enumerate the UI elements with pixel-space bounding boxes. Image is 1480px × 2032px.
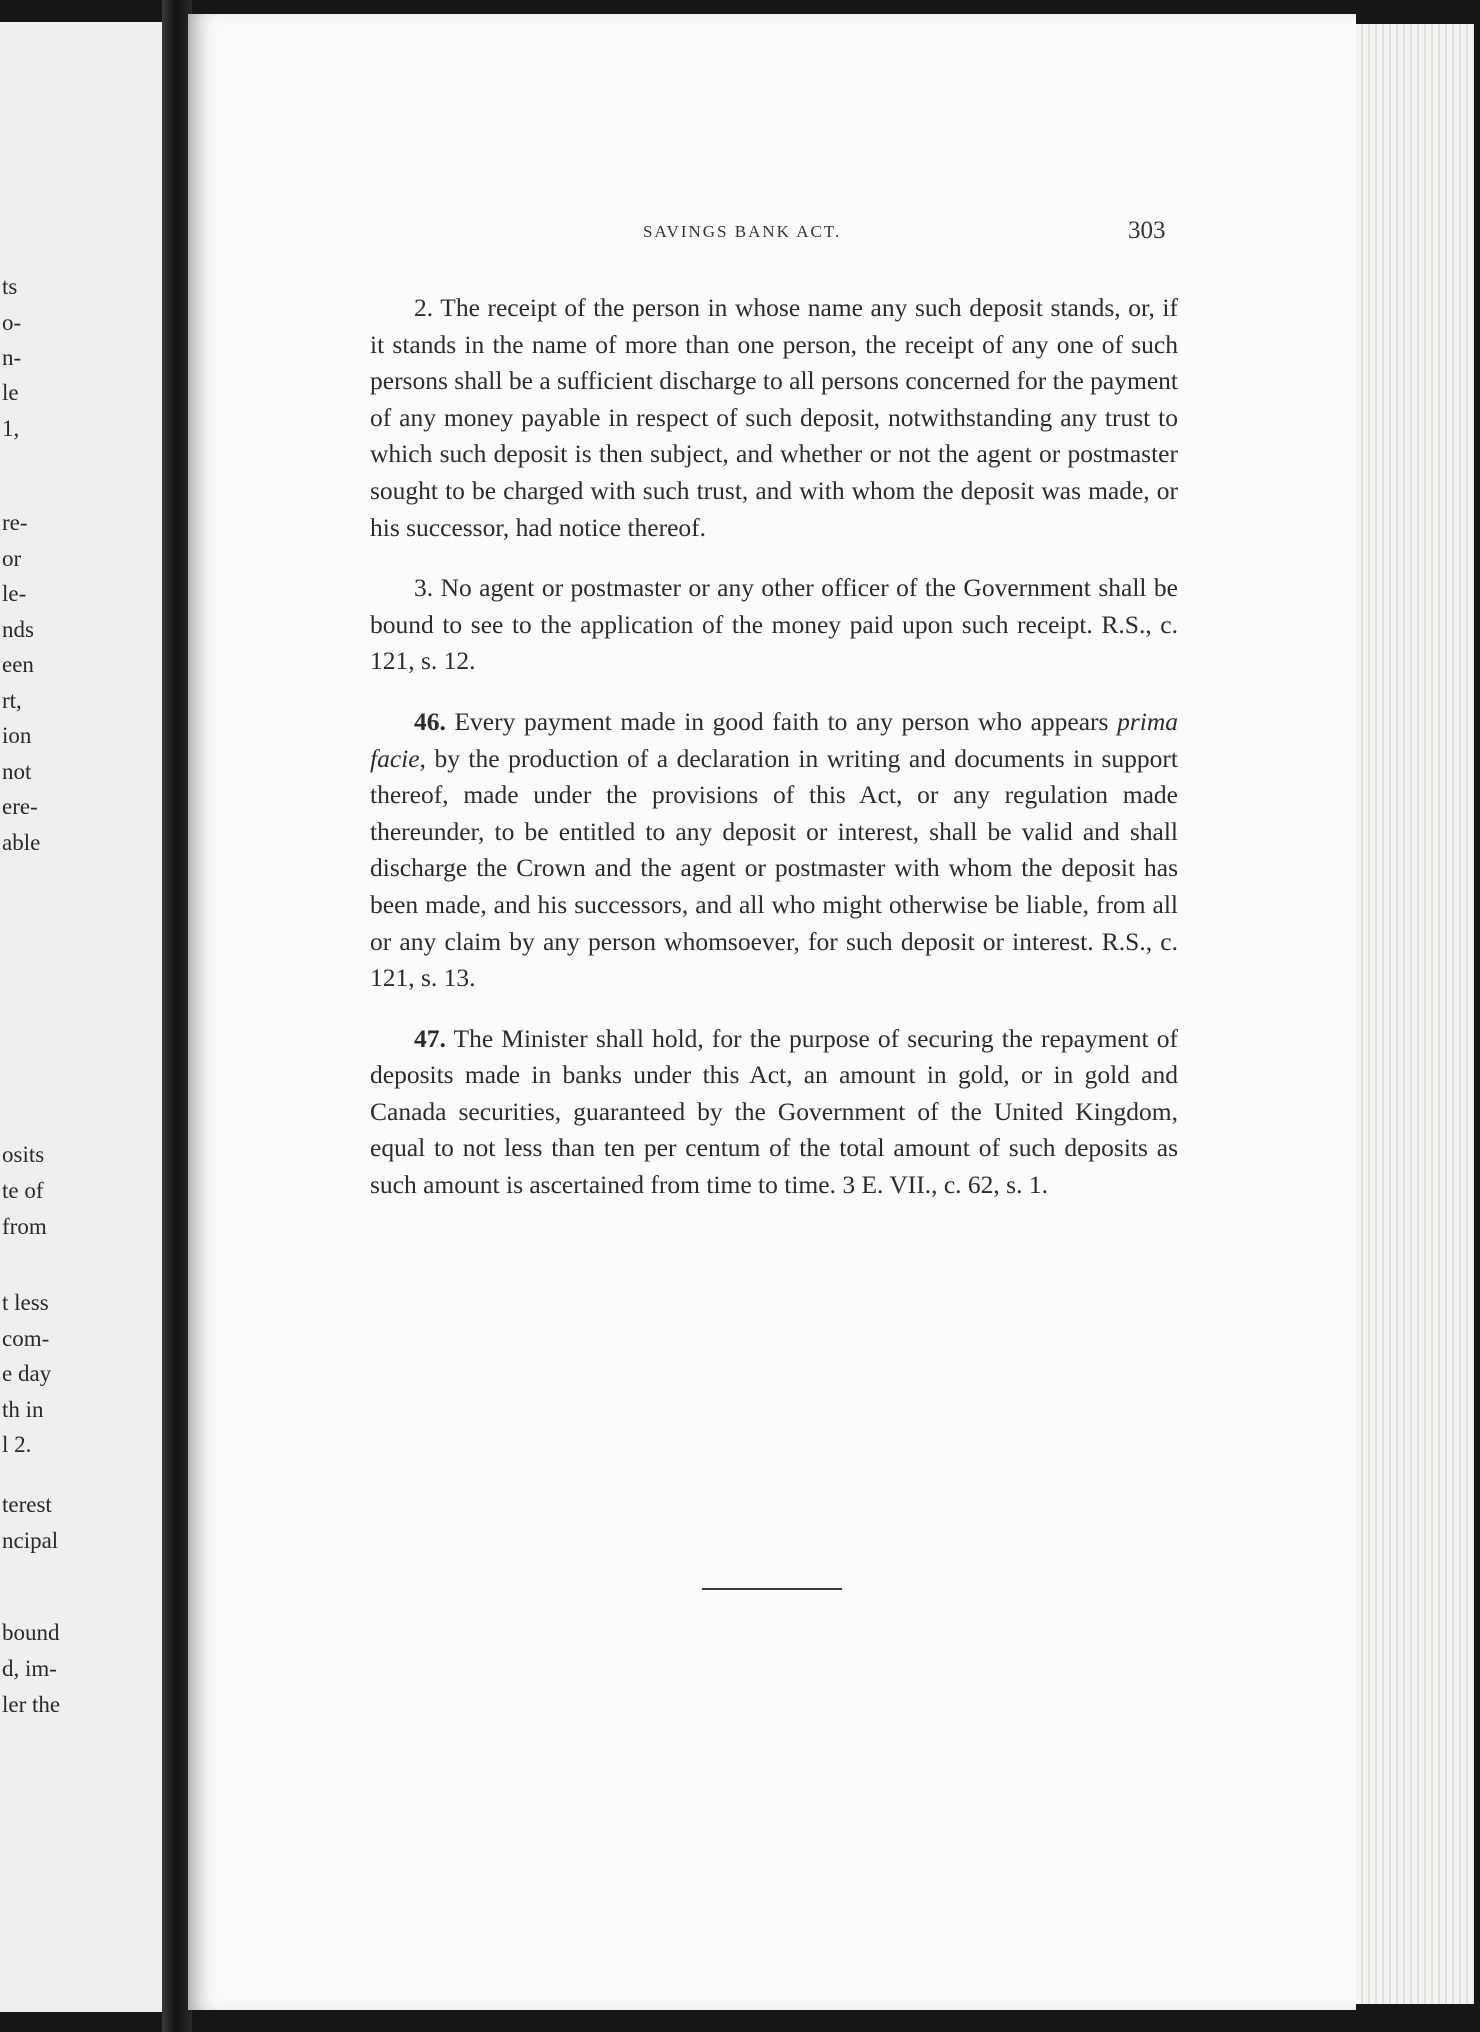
page-header (0, 217, 1480, 252)
left-line: nds (2, 617, 34, 642)
left-line: or (2, 546, 22, 571)
left-line: e day (2, 1361, 52, 1386)
left-line: terest (2, 1492, 52, 1517)
subsection-2 (370, 290, 1178, 546)
left-line: rt, (2, 688, 22, 713)
left-line: n- (2, 345, 22, 370)
left-line: le- (2, 581, 27, 606)
left-line: t less (2, 1290, 49, 1315)
running-head: SAVINGS BANK ACT. (643, 222, 842, 241)
paragraph-text: by the production of a declaration in writing and documents in support thereof, made under the provisions of this Act, or any regulation made thereunder, to be entitled to any deposit or interest, shall be valid and shall discharge the Crown and the agent or postmaster with whom the deposit has been made, and his successors, and all who might otherwise be liable, from all or any claim by any person whomsoever, for such deposit or interest. R.S., c. 121, s. 13. (370, 743, 1178, 993)
left-line: ere- (2, 794, 38, 819)
latin-phrase: prima facie, (370, 706, 1178, 773)
left-line: not (2, 759, 32, 784)
left-page-fragment (0, 22, 178, 2012)
left-line: com- (2, 1326, 50, 1351)
paragraph-lead: Every payment made in good faith to any person who appears (454, 706, 1109, 736)
left-line: from (2, 1214, 47, 1239)
left-line: ion (2, 723, 32, 748)
left-line: le (2, 380, 19, 405)
left-line: d, im- (2, 1656, 57, 1681)
section-47 (370, 1021, 1178, 1204)
left-line: ler the (2, 1692, 61, 1717)
left-line: osits (2, 1142, 45, 1167)
page-number: 303 (1128, 217, 1166, 244)
left-line: th in (2, 1397, 44, 1422)
end-rule (702, 1588, 842, 1590)
left-line: bound (2, 1620, 60, 1645)
section-46 (370, 704, 1178, 997)
paragraph-text: 3. No agent or postmaster or any other officer of the Government shall be bound to see to the application of the money paid upon such receipt. R.S., c. 121, s. 12. (370, 573, 1178, 676)
section-number: 46. (414, 706, 446, 736)
left-line: te of (2, 1178, 44, 1203)
left-line: able (2, 830, 41, 855)
left-line: ncipal (2, 1528, 59, 1553)
paragraph-text: The Minister shall hold, for the purpose of securing the repayment of deposits made in banks under this Act, an amount in gold, or in gold and Canada securities, guaranteed by the Government of the United Kingdom, equal to not less than ten per centum of the total amount of such deposits as such amount is ascertained from time to time. 3 E. VII., c. 62, s. 1. (370, 1023, 1178, 1200)
left-line: o- (2, 310, 22, 335)
section-number: 47. (414, 1023, 446, 1053)
left-line: re- (2, 510, 28, 535)
subsection-3 (370, 570, 1178, 680)
left-line: 1, (2, 416, 20, 441)
left-line: ts (2, 274, 18, 299)
left-line: een (2, 652, 34, 677)
paragraph-text: 2. The receipt of the person in whose name any such deposit stands, or, if it stands in the name of more than one person, the receipt of any one of such persons shall be a sufficient discharge to all persons concerned for the payment of any money payable in respect of such deposit, notwithstanding any trust to which such deposit is then subject, and whether or not the agent or postmaster sought to be charged with such trust, and with whom the deposit was made, or his successor, had notice thereof. (370, 293, 1178, 542)
page-edges (1356, 24, 1474, 2004)
page-body (370, 290, 1178, 1228)
left-line: l 2. (2, 1432, 32, 1457)
